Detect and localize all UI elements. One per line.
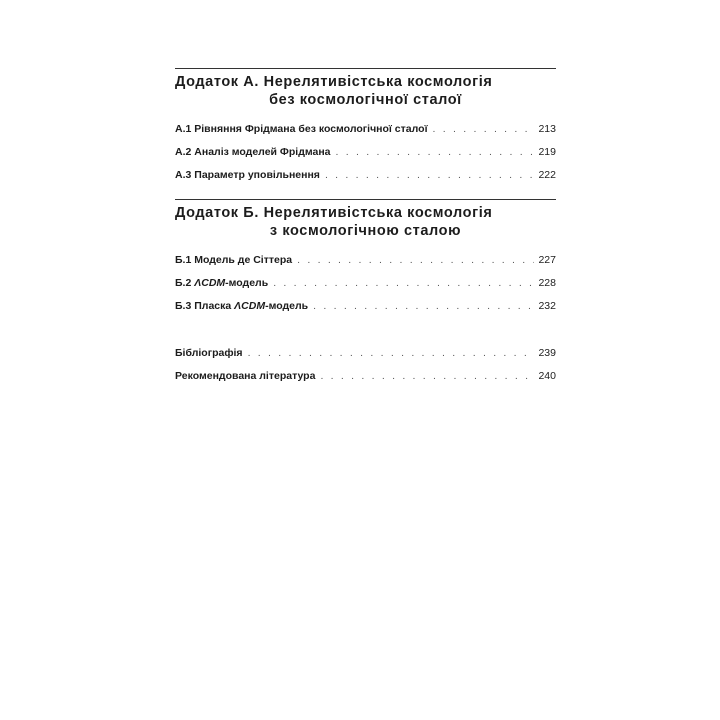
appendix-b-title-line2: з космологічною сталою [269, 223, 462, 239]
entry-number: Б.2 [175, 277, 195, 289]
toc-entry-b1[interactable] [175, 254, 556, 277]
entry-title: Параметр уповільнення [194, 169, 320, 181]
entry-title: Аналіз моделей Фрідмана [194, 146, 331, 158]
entry-page: 227 [538, 254, 556, 266]
dot-leader [320, 370, 534, 383]
section-divider [175, 68, 556, 69]
entry-page: 213 [538, 123, 556, 135]
entry-number: А.1 [175, 123, 195, 135]
toc-entry-recommended-literature[interactable] [175, 370, 556, 393]
toc-entry-b3[interactable] [175, 300, 556, 323]
appendix-a-title-line1: Додаток А. Нерелятивістська космологія [175, 74, 493, 90]
appendix-b-title-line1: Додаток Б. Нерелятивістська космологія [175, 205, 493, 221]
appendix-a-section [175, 68, 556, 192]
toc-entry-b2[interactable] [175, 277, 556, 300]
dot-leader [248, 347, 534, 360]
entry-page: 219 [538, 146, 556, 158]
entry-page: 240 [538, 370, 556, 382]
dot-leader [433, 123, 534, 136]
appendix-a-title-line2: без космологічної сталої [269, 92, 462, 108]
entry-title: Модель де Сіттера [194, 254, 293, 266]
toc-entry-a3[interactable] [175, 169, 556, 192]
toc-entry-a1[interactable] [175, 123, 556, 146]
entry-title-italic: ΛCDM [234, 300, 266, 312]
entry-title [194, 277, 268, 290]
toc-entry-a2[interactable] [175, 146, 556, 169]
entry-title-italic: ΛCDM [194, 277, 226, 289]
dot-leader [313, 300, 534, 313]
entry-title: Рекомендована література [175, 370, 316, 382]
appendix-a-title [175, 73, 556, 109]
dot-leader [336, 146, 534, 159]
entry-number: Б.3 [175, 300, 195, 312]
entry-number: А.3 [175, 169, 195, 181]
entry-title: Рівняння Фрідмана без космологічної сталої [194, 123, 428, 135]
dot-leader [325, 169, 534, 182]
entry-page: 228 [538, 277, 556, 289]
back-matter-section [175, 347, 556, 393]
table-of-contents [175, 68, 556, 393]
entry-page: 232 [538, 300, 556, 312]
section-divider [175, 199, 556, 200]
entry-title: Бібліографія [175, 347, 243, 359]
entry-number: Б.1 [175, 254, 195, 266]
toc-entry-bibliography[interactable] [175, 347, 556, 370]
entry-page: 222 [538, 169, 556, 181]
entry-title-pre: Пласка [194, 300, 235, 312]
entry-title-rest: -модель [225, 277, 269, 289]
entry-page: 239 [538, 347, 556, 359]
dot-leader [297, 254, 534, 267]
entry-title-rest: -модель [265, 300, 309, 312]
entry-number: А.2 [175, 146, 195, 158]
appendix-b-title [175, 204, 556, 240]
entry-title [194, 300, 308, 313]
appendix-b-section [175, 199, 556, 323]
dot-leader [273, 277, 534, 290]
